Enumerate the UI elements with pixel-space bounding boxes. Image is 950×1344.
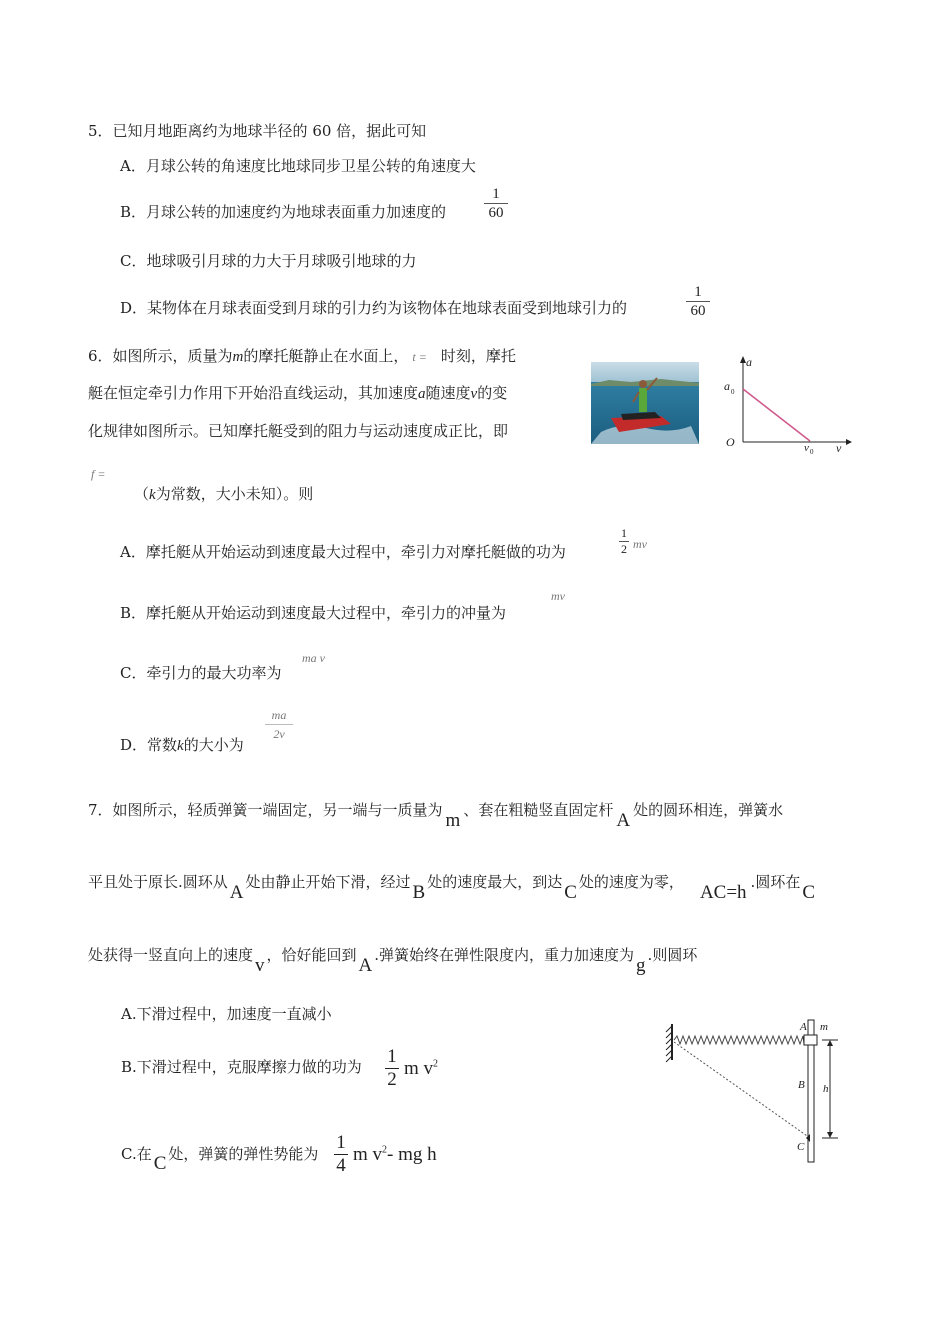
- q7-line1: 7．如图所示，轻质弹簧一端固定，另一端与一质量为 m 、套在粗糙竖直固定杆 A 处的圆环相连，弹簧水: [88, 801, 784, 831]
- q6-c-expr: ma v: [302, 651, 325, 665]
- a0-subscript: 0: [731, 388, 735, 396]
- q5-option-b: B．月球公转的加速度约为地球表面重力加速度的: [120, 203, 447, 221]
- down-arrow-icon: [827, 1132, 833, 1138]
- q5-b-fraction: 1 60: [484, 186, 508, 221]
- q6-option-a: A．摩托艇从开始运动到速度最大过程中，牵引力对摩托艇做的功为: [120, 543, 566, 561]
- q7-option-a: A.下滑过程中，加速度一直减小: [121, 1005, 332, 1023]
- q5-option-c: C．地球吸引月球的力大于月球吸引地球的力: [120, 252, 417, 270]
- q6-option-c: C．牵引力的最大功率为: [120, 664, 282, 682]
- fig-label-a: A: [800, 1021, 807, 1033]
- fig-label-b: B: [798, 1079, 805, 1091]
- a-v-graph: [718, 354, 853, 456]
- q7-b-expr: m $v^2$: [404, 1058, 439, 1079]
- q6-line3: 化规律如图所示。已知摩托艇受到的阻力与运动速度成正比，即: [88, 422, 509, 440]
- dotted-spring-line: [674, 1042, 810, 1138]
- fig-label-c: C: [797, 1141, 805, 1153]
- q5-option-d: D．某物体在月球表面受到月球的引力约为该物体在地球表面受到地球引力的: [120, 299, 628, 317]
- q6-b-expr: mv: [551, 589, 565, 603]
- q6-line1: 6．如图所示，质量为m的摩托艇静止在水面上， t = 时刻，摩托: [88, 347, 516, 365]
- spring-rod-figure: [660, 1016, 850, 1166]
- q7-option-b: B.下滑过程中，克服摩擦力做的功为: [121, 1058, 362, 1076]
- q7-b-fraction: 1 2: [385, 1047, 399, 1090]
- q6-a-expr: mv: [633, 537, 647, 551]
- q7-c-expr: m $v^2-$ mg h: [353, 1144, 437, 1165]
- q7-option-c: C.在 C 处，弹簧的弹性势能为: [121, 1145, 319, 1174]
- v-axis-arrow-icon: [846, 439, 852, 445]
- a0-label: a: [724, 379, 730, 393]
- jet-ski-photo: [591, 362, 699, 444]
- q6-d-fraction: ma 2v: [265, 707, 293, 742]
- q6-a-fraction: 1 2: [621, 526, 627, 556]
- q6-option-d: D．常数k的大小为: [120, 736, 244, 754]
- q7-line2: 平且处于原长.圆环从 A 处由静止开始下滑，经过 B 处的速度最大，到达 C 处的速度为零， AC=h .圆环在 C: [88, 873, 816, 903]
- q5-option-a: A．月球公转的角速度比地球同步卫星公转的角速度大: [120, 157, 476, 175]
- a-v-line: [743, 389, 810, 441]
- fig-label-h: h: [823, 1083, 829, 1095]
- fig-label-m: m: [820, 1021, 828, 1033]
- q5-stem: 5．已知月地距离约为地球半径的 60 倍，据此可知: [88, 122, 427, 140]
- q5-d-fraction: 1 60: [686, 284, 710, 319]
- q6-line4: （k为常数，大小未知）。则: [134, 485, 314, 503]
- q6-f-equation: f =: [91, 467, 106, 481]
- q6-line2: 艇在恒定牵引力作用下开始沿直线运动，其加速度a随速度v的变: [88, 384, 508, 402]
- q7-c-fraction: 1 4: [334, 1133, 348, 1176]
- spring: [674, 1036, 804, 1044]
- v0-label: v: [804, 442, 809, 454]
- a-axis-label: a: [746, 355, 752, 369]
- up-arrow-icon: [827, 1040, 833, 1046]
- ring: [804, 1035, 817, 1045]
- v-axis-label: v: [836, 441, 842, 455]
- q7-line3: 处获得一竖直向上的速度 v ，恰好能回到 A .弹簧始终在弹性限度内，重力加速度为 g .则圆环: [88, 946, 698, 976]
- v0-subscript: 0: [810, 448, 814, 456]
- origin-label: O: [726, 435, 735, 449]
- q6-option-b: B．摩托艇从开始运动到速度最大过程中，牵引力的冲量为: [120, 604, 507, 622]
